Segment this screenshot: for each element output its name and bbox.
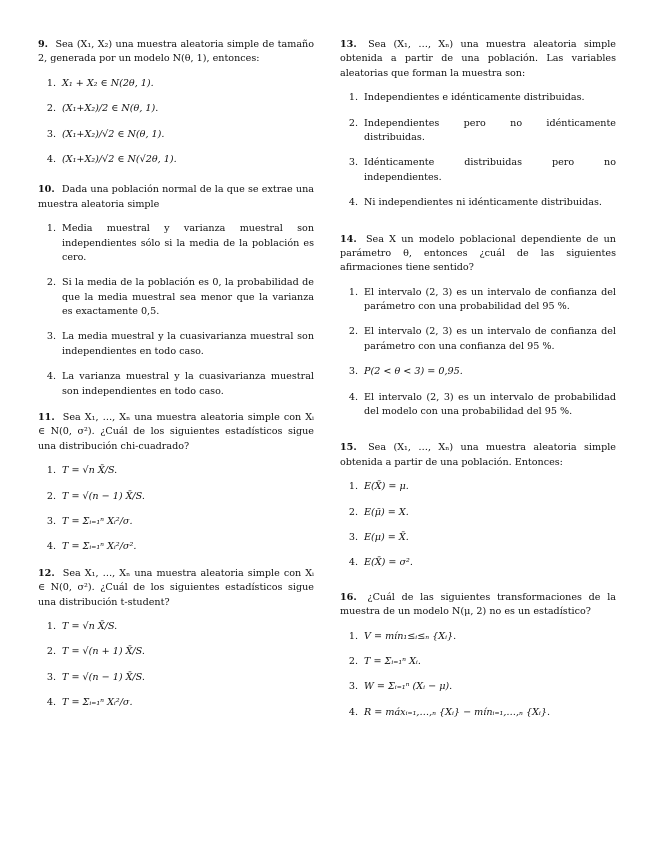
- option: [38, 102, 314, 116]
- option-text: El intervalo (2, 3) es un intervalo de confianza del parámetro con una probabilidad del 95 %.: [364, 286, 616, 313]
- option: [340, 91, 616, 105]
- option: [340, 556, 616, 570]
- option-number: 1.: [46, 465, 56, 477]
- left-column: [38, 38, 314, 722]
- question-16: [340, 591, 616, 720]
- right-column: [340, 38, 616, 731]
- option-number: 3.: [46, 128, 56, 140]
- option: [38, 77, 314, 91]
- option: [340, 365, 616, 379]
- option-number: 3.: [46, 671, 56, 683]
- option: [38, 128, 314, 142]
- option-text: E(μ) = X̄.: [364, 531, 409, 543]
- option-number: 2.: [46, 646, 56, 658]
- option-text: T = √(n + 1) X̄/S.: [62, 646, 145, 658]
- option-text: Si la media de la población es 0, la probabilidad de que la media muestral sea menor que la varianza es exactamente 0,5.: [62, 277, 314, 318]
- option-text: (X₁+X₂)/√2 ∈ N(θ, 1).: [62, 128, 165, 140]
- option: [340, 156, 616, 185]
- option-number: 4.: [46, 153, 56, 165]
- option: [340, 286, 616, 315]
- option: [38, 464, 314, 478]
- option-number: 2.: [348, 117, 358, 129]
- question-stem: Sea (X₁, …, Xₙ) una muestra aleatoria simple obtenida a partir de una población. Entonces:: [340, 442, 616, 468]
- option-text: W = Σᵢ₌₁ⁿ (Xᵢ − μ).: [364, 681, 453, 693]
- option-text: (X₁+X₂)/2 ∈ N(θ, 1).: [62, 103, 159, 115]
- option-number: 3.: [348, 157, 358, 169]
- option-number: 3.: [348, 681, 358, 693]
- question-stem: Sea X₁, …, Xₙ una muestra aleatoria simple con Xᵢ ∈ N(0, σ²). ¿Cuál de los siguientes estadísticos sigue una distribución t-student?: [38, 567, 314, 608]
- option-number: 4.: [46, 697, 56, 709]
- option: [38, 153, 314, 167]
- option-text: X₁ + X₂ ∈ N(2θ, 1).: [62, 77, 154, 89]
- option-text: La varianza muestral y la cuasivarianza muestral son independientes en todo caso.: [62, 371, 314, 397]
- question-13: [340, 38, 616, 211]
- option: [38, 515, 314, 529]
- option: [340, 531, 616, 545]
- option-text: T = √(n − 1) X̄/S.: [62, 490, 145, 502]
- option-number: 4.: [348, 197, 358, 209]
- option: [38, 276, 314, 319]
- option-text: La media muestral y la cuasivarianza muestral son independientes en todo caso.: [62, 331, 314, 357]
- question-stem: Sea X₁, …, Xₙ una muestra aleatoria simple con Xᵢ ∈ N(0, σ²). ¿Cuál de los siguientes estadísticos sigue una distribución chi-cuadrado?: [38, 412, 314, 452]
- option-text: Media muestral y varianza muestral son independientes sólo si la media de la población es cero.: [62, 223, 314, 263]
- option-number: 2.: [46, 490, 56, 502]
- option-number: 1.: [348, 630, 358, 642]
- option-text: T = Σᵢ₌₁ⁿ Xᵢ²/σ².: [62, 541, 137, 553]
- question-15: [340, 441, 616, 570]
- option-number: 2.: [348, 655, 358, 667]
- option-text: Independientes e idénticamente distribuidas.: [364, 92, 585, 104]
- option-text: T = Σᵢ₌₁ⁿ Xᵢ.: [364, 655, 421, 667]
- option: [38, 370, 314, 399]
- option-number: 1.: [46, 223, 56, 235]
- option-number: 4.: [46, 371, 56, 383]
- option-text: T = √n X̄/S.: [62, 620, 118, 632]
- option-number: 2.: [348, 506, 358, 518]
- option-text: El intervalo (2, 3) es un intervalo de confianza del parámetro con una confianza del 95 %.: [364, 326, 616, 352]
- question-10: [38, 183, 314, 399]
- question-11: [38, 411, 314, 555]
- option: [340, 196, 616, 210]
- option-number: 4.: [348, 706, 358, 718]
- option: [38, 645, 314, 659]
- option: [38, 671, 314, 685]
- option-text: T = Σᵢ₌₁ⁿ Xᵢ²/σ.: [62, 697, 133, 709]
- option: [340, 480, 616, 494]
- option: [340, 325, 616, 354]
- option: [340, 655, 616, 669]
- option: [38, 222, 314, 265]
- option-text: Ni independientes ni idénticamente distribuidas.: [364, 197, 602, 209]
- question-number: 13.: [340, 39, 357, 50]
- question-9: [38, 38, 314, 167]
- question-stem: Dada una población normal de la que se extrae una muestra aleatoria simple: [38, 184, 314, 210]
- option: [38, 696, 314, 710]
- option-number: 1.: [348, 92, 358, 104]
- option: [340, 630, 616, 644]
- option: [38, 620, 314, 634]
- option-text: (X₁+X₂)/√2 ∈ N(√2θ, 1).: [62, 153, 177, 165]
- question-number: 9.: [38, 39, 49, 50]
- option-number: 4.: [348, 391, 358, 403]
- option-number: 2.: [46, 103, 56, 115]
- option-text: Idénticamente distribuidas pero no independientes.: [364, 157, 616, 183]
- option: [38, 330, 314, 359]
- option-number: 1.: [46, 77, 56, 89]
- option: [340, 391, 616, 420]
- option-text: E(X̄) = σ².: [364, 557, 413, 569]
- option-text: Independientes pero no idénticamente distribuidas.: [364, 117, 616, 143]
- question-stem: Sea (X₁, X₂) una muestra aleatoria simple de tamaño 2, generada por un modelo N(θ, 1), entonces:: [38, 39, 314, 65]
- question-stem: Sea (X₁, …, Xₙ) una muestra aleatoria simple obtenida a partir de una población. Las variables aleatorias que forman la muestra son:: [340, 39, 616, 79]
- option-text: P(2 < θ < 3) = 0,95.: [364, 366, 463, 378]
- option-text: E(X̄) = μ.: [364, 481, 409, 493]
- option-number: 4.: [46, 541, 56, 553]
- option-number: 4.: [348, 557, 358, 569]
- question-number: 12.: [38, 567, 55, 579]
- option: [38, 540, 314, 554]
- option-text: T = √n X̄/S.: [62, 465, 118, 477]
- option-number: 3.: [46, 515, 56, 527]
- option: [340, 117, 616, 146]
- question-12: [38, 567, 314, 711]
- option-text: El intervalo (2, 3) es un intervalo de probabilidad del modelo con una probabilidad del 95 %.: [364, 391, 616, 418]
- option: [340, 706, 616, 720]
- option-number: 1.: [46, 620, 56, 632]
- option-number: 3.: [348, 531, 358, 543]
- option-text: T = Σᵢ₌₁ⁿ Xᵢ²/σ.: [62, 515, 133, 527]
- option-text: V = mín₁≤ᵢ≤ₙ {Xᵢ}.: [364, 630, 457, 642]
- question-number: 11.: [38, 412, 55, 424]
- option-number: 1.: [348, 481, 358, 493]
- option-text: R = máxᵢ₌₁,…,ₙ {Xᵢ} − mínᵢ₌₁,…,ₙ {Xᵢ}.: [364, 706, 550, 718]
- option-number: 2.: [46, 277, 56, 289]
- option: [340, 680, 616, 694]
- option-number: 3.: [46, 331, 56, 343]
- option: [340, 506, 616, 520]
- question-number: 14.: [340, 233, 357, 245]
- option-text: T = √(n − 1) X̄/S.: [62, 671, 145, 683]
- option-number: 2.: [348, 326, 358, 338]
- question-number: 15.: [340, 442, 357, 454]
- option-text: E(μ̄) = X.: [364, 506, 409, 518]
- option-number: 1.: [348, 286, 358, 298]
- question-stem: ¿Cuál de las siguientes transformaciones de la muestra de un modelo N(μ, 2) no es un estadístico?: [340, 591, 616, 618]
- question-number: 16.: [340, 591, 357, 603]
- question-number: 10.: [38, 184, 55, 196]
- option-number: 3.: [348, 366, 358, 378]
- question-stem: Sea X un modelo poblacional dependiente de un parámetro θ, entonces ¿cuál de las siguientes afirmaciones tiene sentido?: [340, 233, 616, 274]
- question-14: [340, 233, 616, 420]
- option: [38, 490, 314, 504]
